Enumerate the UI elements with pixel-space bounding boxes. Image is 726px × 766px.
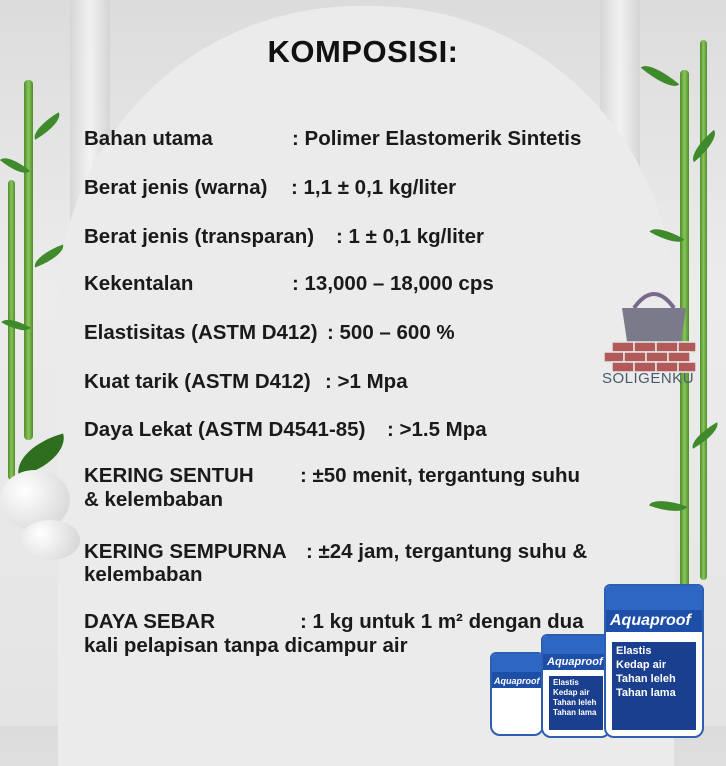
spec-row-continuation: kali pelapisan tanpa dicampur air <box>84 634 408 657</box>
spec-value: : Polimer Elastomerik Sintetis <box>292 127 582 150</box>
logo-text: SOLIGENKU <box>602 370 695 387</box>
product-feature: Kedap air <box>616 659 667 671</box>
spec-value: : ±50 menit, tergantung suhu <box>300 464 581 487</box>
product-brand: Aquaproof <box>610 612 691 629</box>
spec-label: Kekentalan <box>84 272 194 295</box>
product-feature: Tahan lama <box>553 708 597 717</box>
product-feature: Elastis <box>553 678 579 687</box>
spec-row <box>84 610 584 634</box>
spec-row <box>84 370 408 394</box>
spec-label: KERING SENTUH <box>84 464 254 487</box>
spec-value: : 1 ± 0,1 kg/liter <box>336 225 484 248</box>
spec-value: : ±24 jam, tergantung suhu & <box>306 540 588 563</box>
product-feature: Kedap air <box>553 688 590 697</box>
spec-value: : 1 kg untuk 1 m² dengan dua <box>300 610 584 633</box>
product-feature: Tahan leleh <box>616 673 676 685</box>
spec-row <box>84 540 588 564</box>
spec-row-continuation: kelembaban <box>84 563 203 586</box>
spec-label: Berat jenis (transparan) <box>84 225 315 248</box>
spec-label: Berat jenis (warna) <box>84 176 268 199</box>
spec-row <box>84 127 582 151</box>
product-brand: Aquaproof <box>494 676 540 686</box>
spec-label: DAYA SEBAR <box>84 610 216 633</box>
spec-label: Kuat tarik (ASTM D412) <box>84 370 311 393</box>
spec-row-continuation: & kelembaban <box>84 488 223 511</box>
product-bucket-medium <box>541 634 611 738</box>
spec-label: Bahan utama <box>84 127 213 150</box>
spec-value: : 1,1 ± 0,1 kg/liter <box>291 176 457 199</box>
spec-row <box>84 321 455 345</box>
spec-value: : 500 – 600 % <box>327 321 455 344</box>
spec-value: : >1.5 Mpa <box>387 418 487 441</box>
spec-label: Daya Lekat (ASTM D4541-85) <box>84 418 366 441</box>
spec-row <box>84 464 581 488</box>
spec-row <box>84 272 494 296</box>
product-bucket-small <box>490 652 544 736</box>
product-brand: Aquaproof <box>547 656 603 668</box>
spec-row <box>84 418 487 442</box>
page-title: KOMPOSISI: <box>267 34 459 69</box>
spec-row <box>84 225 484 249</box>
spec-label: Elastisitas (ASTM D412) <box>84 321 318 344</box>
product-feature: Elastis <box>616 645 652 657</box>
spec-value: : 13,000 – 18,000 cps <box>292 272 494 295</box>
spec-row <box>84 176 457 200</box>
product-feature: Tahan lama <box>616 687 676 699</box>
spec-label: KERING SEMPURNA <box>84 540 287 563</box>
product-feature: Tahan leleh <box>553 698 597 707</box>
spec-value: : >1 Mpa <box>325 370 408 393</box>
product-bucket-large <box>604 584 704 738</box>
